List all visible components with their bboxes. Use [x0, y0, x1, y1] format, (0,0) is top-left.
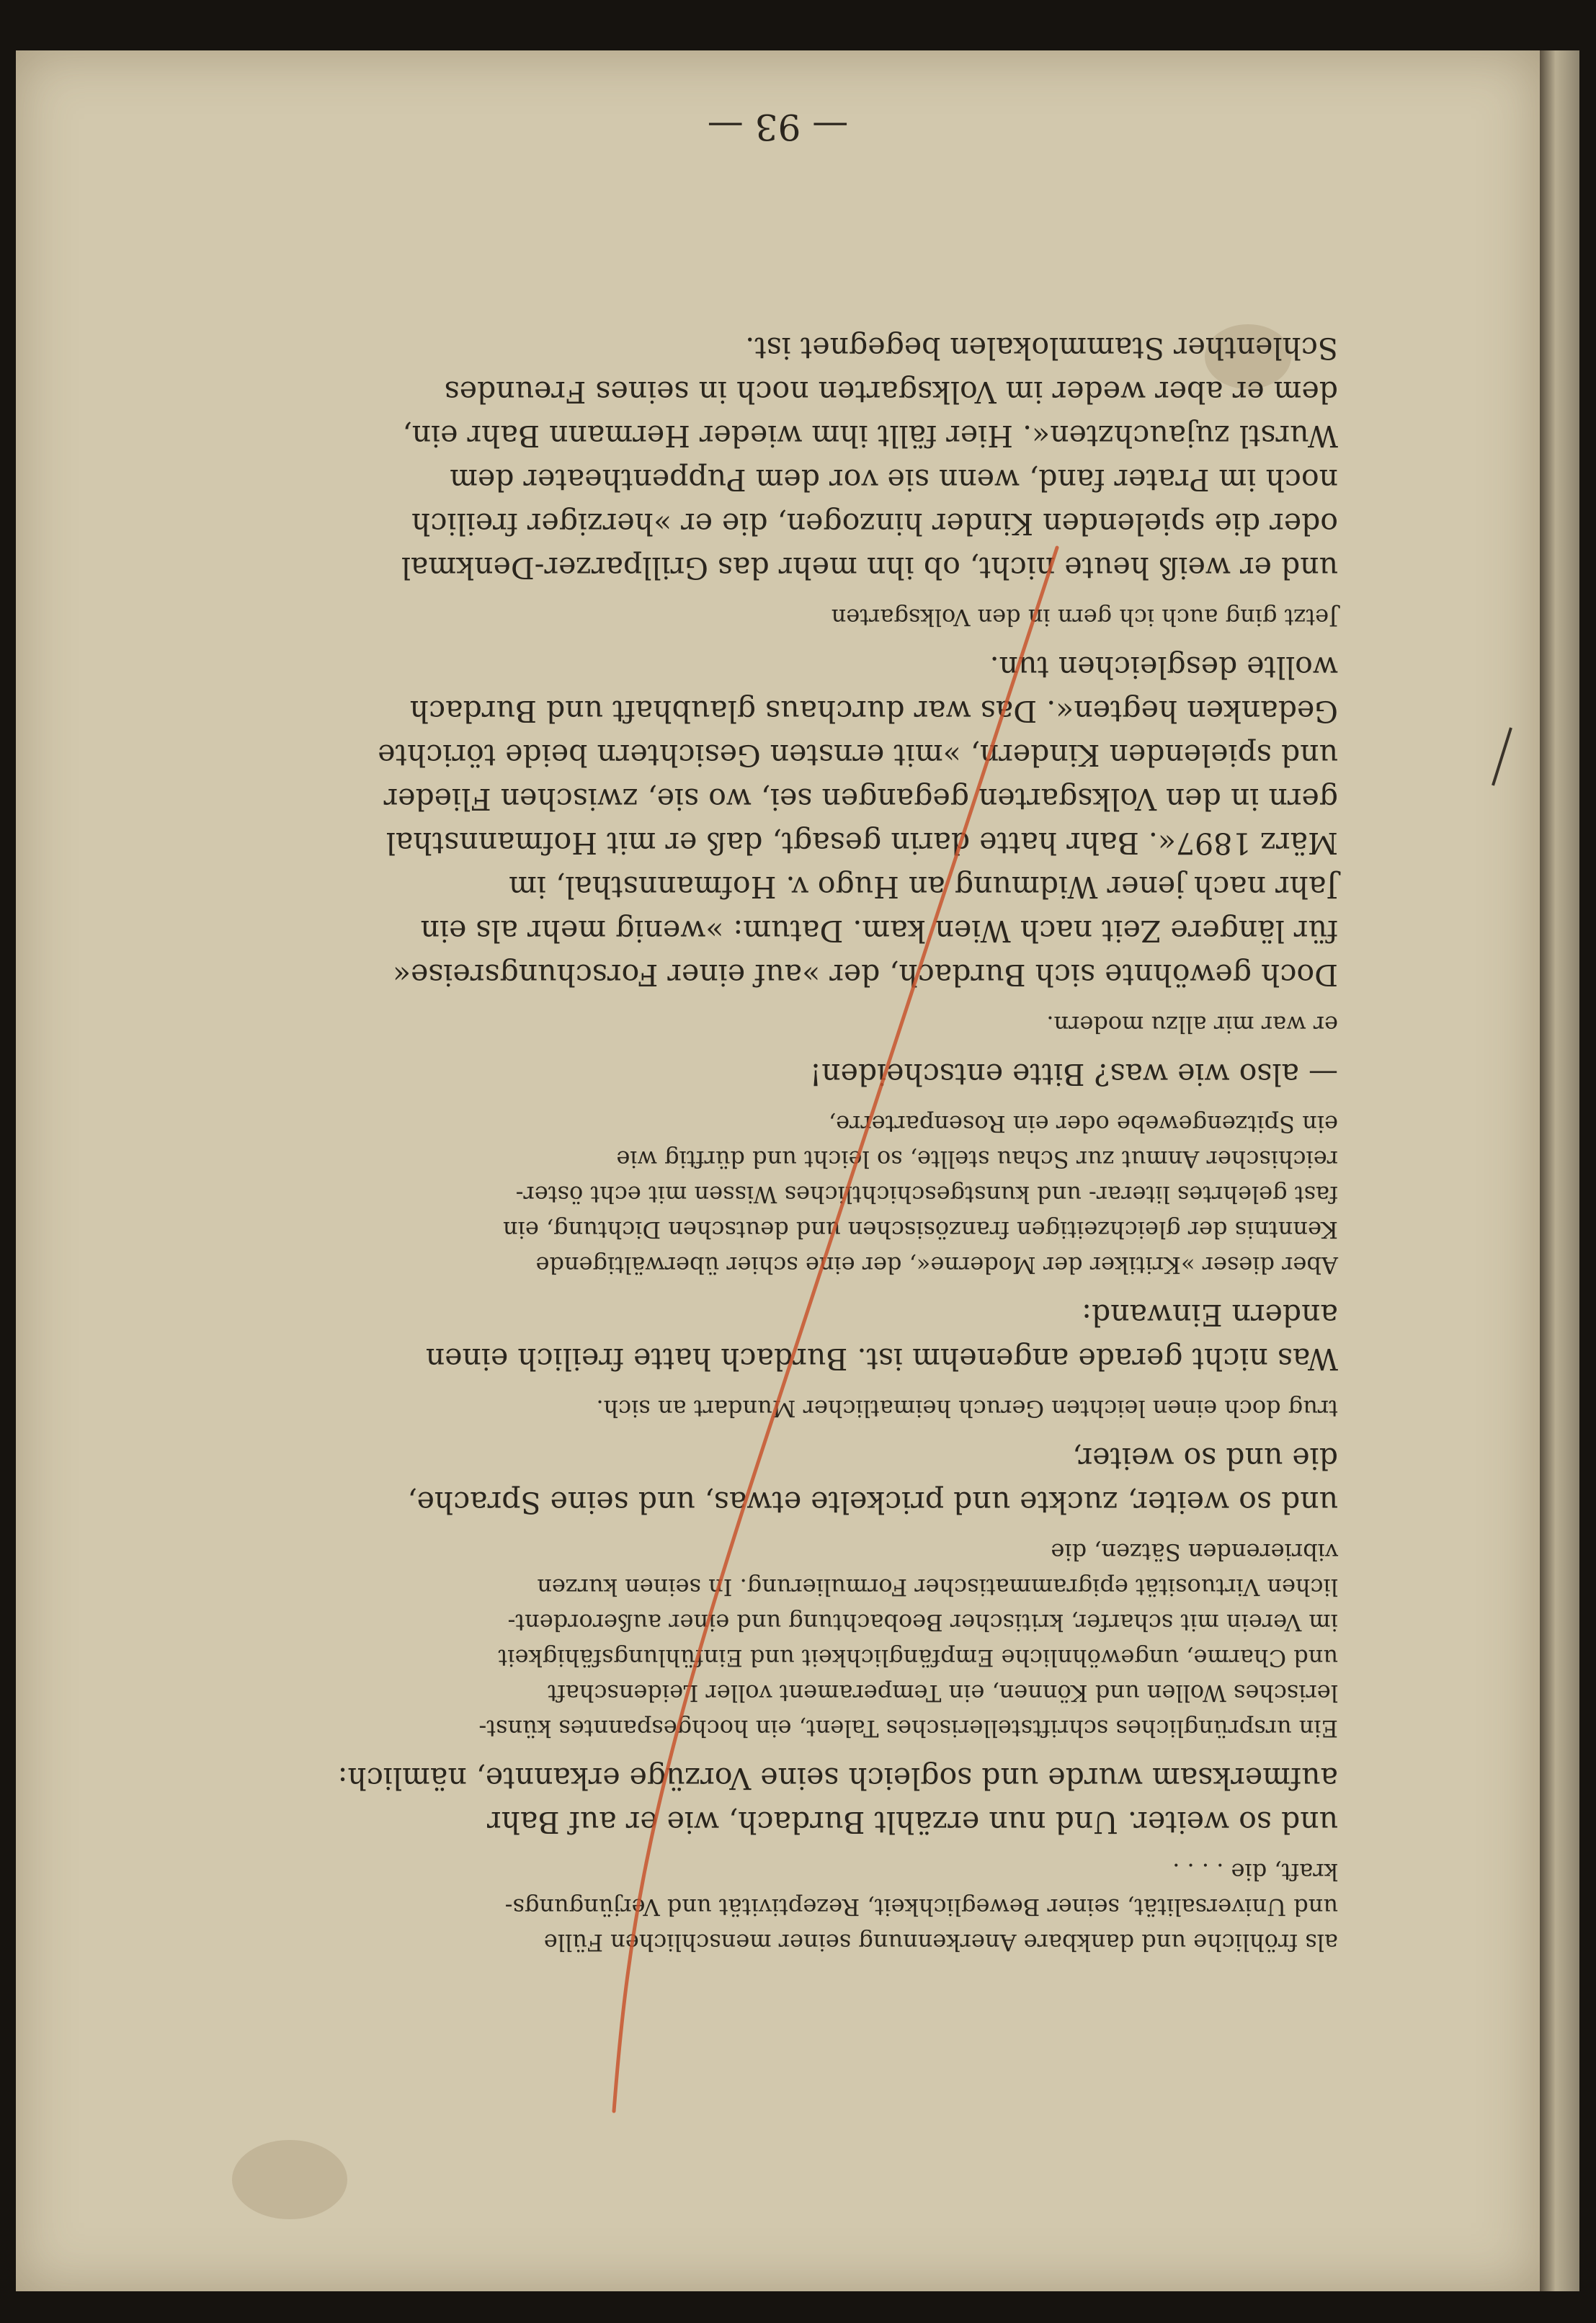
- quoted-paragraph: [286, 1106, 1338, 1283]
- quoted-paragraph: [286, 1534, 1338, 1746]
- page-number: — 93 —: [707, 106, 849, 148]
- paragraph-gap: [286, 635, 1338, 645]
- text-line: kraft, die . . . .: [1172, 1858, 1338, 1886]
- text-line: und so weiter, zuckte und prickelte etwas, und seine Sprache,: [407, 1485, 1338, 1520]
- text-line: und spielenden Kindern, »mit ernsten Gesichtern beide törichte: [378, 738, 1338, 772]
- paragraph-gap: [286, 1524, 1338, 1534]
- paragraph-gap: [286, 1283, 1338, 1293]
- paragraph-gap: [286, 996, 1338, 1007]
- text-line: reichischer Anmut zur Schau stellte, so leicht und dürftig wie: [616, 1146, 1338, 1173]
- text-line: er war mir allzu modern.: [1046, 1011, 1338, 1038]
- text-line: Aber dieser »Kritiker der Moderne«, der eine schier überwältigende: [535, 1252, 1338, 1279]
- narrative-paragraph: [286, 1436, 1338, 1524]
- text-line: andern Einwand:: [1082, 1298, 1338, 1332]
- text-line: und Charme, ungewöhnliche Empfänglichkeit und Einfühlungsfähigkeit: [498, 1644, 1338, 1672]
- text-line: lerisches Wollen und Können, ein Temperament voller Leidenschaft: [548, 1680, 1338, 1707]
- text-line: vibrierenden Sätzen, die: [1051, 1538, 1338, 1566]
- quoted-paragraph: [286, 1391, 1338, 1426]
- narrative-paragraph: [286, 1293, 1338, 1381]
- text-line: Ein ursprüngliches schriftstellerisches Talent, ein hochgespanntes künst-: [478, 1715, 1338, 1742]
- paragraph-gap: [286, 1042, 1338, 1052]
- quoted-paragraph: [286, 1854, 1338, 1960]
- upside-down-content: [16, 50, 1540, 2291]
- paragraph-gap: [286, 316, 1338, 326]
- text-line: — also wie was? Bitte entscheiden!: [809, 1057, 1338, 1092]
- text-line: die und so weiter,: [1072, 1441, 1338, 1476]
- text-line: Jetzt ging auch ich gern in den Volksgarten: [831, 604, 1338, 631]
- narrative-paragraph: [286, 1756, 1338, 1844]
- text-line: im Verein mit scharfer, kritischer Beobachtung und einer außerordent-: [507, 1609, 1338, 1636]
- text-line: lichen Virtuosität epigrammatischer Formulierung. In seinen kurzen: [537, 1574, 1338, 1601]
- quoted-paragraph: [286, 599, 1338, 635]
- text-line: aufmerksam wurde und sogleich seine Vorzüge erkannte, nämlich:: [337, 1761, 1338, 1796]
- text-line: und so weiter. Und nun erzählt Burdach, wie er auf Bahr: [487, 1805, 1338, 1840]
- text-line: März 1897«. Bahr hatte darin gesagt, daß er mit Hofmannsthal: [385, 826, 1338, 860]
- text-line: gern in den Volksgarten gegangen sei, wo sie, zwischen Flieder: [383, 782, 1338, 816]
- text-line: und Universalität, seiner Beweglichkeit, Rezeptivität und Verjüngungs-: [504, 1894, 1338, 1921]
- text-line: trug doch einen leichten Geruch heimatlicher Mundart an sich.: [596, 1395, 1338, 1422]
- narrative-paragraph: [286, 326, 1338, 589]
- text-line: Doch gewöhnte sich Burdach, der »auf einer Forschungsreise«: [393, 958, 1338, 992]
- text-line: Gedanken hegten«. Das war durchaus glaubhaft und Burdach: [409, 694, 1338, 728]
- paragraph-gap: [286, 1381, 1338, 1391]
- text-line: und er weiß heute nicht, ob ihn mehr das Grillparzer-Denkmal: [401, 550, 1338, 585]
- adjacent-page-edge: [1540, 50, 1579, 2291]
- text-line: für längere Zeit nach Wien kam. Datum: »wenig mehr als ein: [420, 914, 1338, 948]
- text-line: noch im Prater fand, wenn sie vor dem Puppentheater dem: [450, 463, 1338, 497]
- text-line: Jahr nach jener Widmung an Hugo v. Hofmannsthal, im: [509, 870, 1338, 904]
- text-line: ein Spitzengewebe oder ein Rosenparterre,: [829, 1110, 1338, 1138]
- quoted-paragraph: [286, 1007, 1338, 1042]
- text-line: Was nicht gerade angenehm ist. Burdach hatte freilich einen: [425, 1342, 1338, 1376]
- text-line: wollte desgleichen tun.: [989, 650, 1338, 685]
- text-line: fast gelehrtes literar- und kunstgeschichtliches Wissen mit echt öster-: [515, 1181, 1338, 1208]
- text-line: als fröhliche und dankbare Anerkennung seiner menschlichen Fülle: [543, 1929, 1338, 1956]
- paragraph-gap: [286, 1746, 1338, 1756]
- text-line: dem er aber weder im Volksgarten noch in seines Freundes: [444, 375, 1338, 409]
- text-line: Schlenther Stammlokalen begegnet ist.: [745, 331, 1338, 365]
- narrative-paragraph: [286, 1052, 1338, 1096]
- paragraph-gap: [286, 1844, 1338, 1854]
- paragraph-gap: [286, 589, 1338, 599]
- text-line: Wurstl zujauchzten«. Hier fällt ihm wieder Hermann Bahr ein,: [402, 419, 1338, 453]
- body-text: [286, 316, 1338, 1960]
- text-line: Kenntnis der gleichzeitigen französischen und deutschen Dichtung, ein: [503, 1216, 1338, 1244]
- narrative-paragraph: [286, 645, 1338, 996]
- book-page: [16, 50, 1540, 2291]
- paragraph-gap: [286, 1096, 1338, 1106]
- text-line: oder die spielenden Kinder hinzogen, die er »herziger freilich: [411, 507, 1338, 541]
- paragraph-gap: [286, 1426, 1338, 1436]
